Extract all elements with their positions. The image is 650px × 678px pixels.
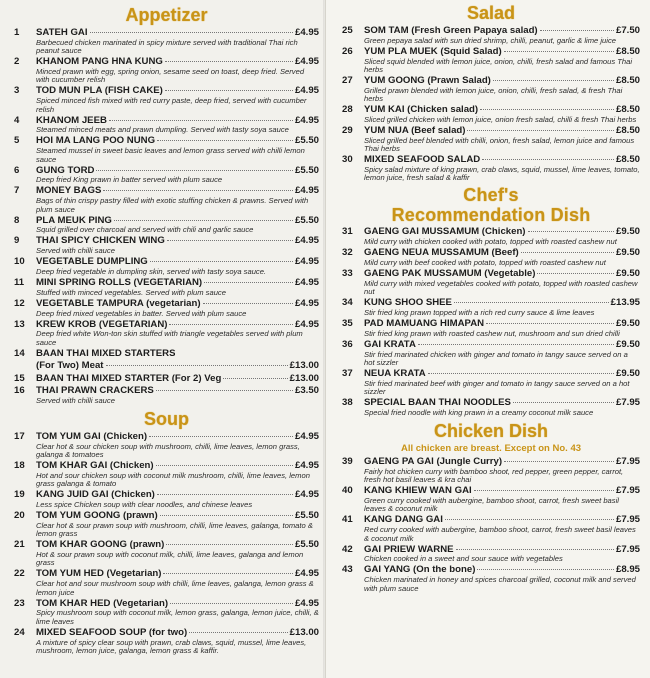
menu-item <box>14 461 319 489</box>
menu-item <box>14 299 319 318</box>
item-number: 6 <box>14 164 20 176</box>
item-number: 28 <box>342 104 353 116</box>
item-description: A mixture of spicy clear soup with prawn, crab claws, squid, mussel, lime leaves, mushroom, lemon juice, galanga, lemon grass & kaffir. <box>36 637 307 655</box>
menu-item <box>14 511 319 539</box>
menu-item <box>342 457 640 485</box>
item-number: 7 <box>14 185 20 197</box>
item-name: KHANOM JEEB <box>36 115 107 126</box>
item-description: Hot & sour prawn soup with coconut milk, chilli, lime leaves, galanga and lemon grass <box>36 549 304 568</box>
item-description: Deep fried mixed vegetables in batter. Served with plum sauce <box>36 308 247 318</box>
menu-item <box>14 136 319 164</box>
item-description: Deep fried King prawn in batter served with plum sauce <box>36 175 223 185</box>
dot-leader <box>456 549 614 550</box>
item-price: £7.95 <box>615 456 640 467</box>
dot-leader <box>467 130 614 131</box>
item-price: £4.95 <box>294 318 319 330</box>
menu-item <box>14 28 319 56</box>
item-name: MONEY BAGS <box>36 186 102 197</box>
item-name: THAI PRAWN CRACKERS <box>36 385 154 396</box>
item-name: TOM KHAR GOONG (prawn) <box>36 540 165 551</box>
item-name: YUM KAI (Chicken salad) <box>364 105 479 116</box>
item-price: £4.95 <box>294 256 319 268</box>
section-title: Chicken Dish <box>433 421 549 441</box>
item-name: GAI YANG (On the bone) <box>364 565 476 576</box>
item-price: £13.00 <box>289 372 319 384</box>
item-name: HOI MA LANG POO NUNG <box>36 136 156 147</box>
item-spacer <box>14 655 319 657</box>
item-name: YUM GOONG (Prawn Salad) <box>364 76 491 86</box>
item-price: £5.50 <box>294 214 319 226</box>
item-description: Stir fried marinated chicken with ginger and tomato in tangy sauce served on a hot sizzler <box>364 349 628 367</box>
item-number: 21 <box>14 539 25 551</box>
dot-leader <box>486 323 614 324</box>
menu-item <box>14 236 319 255</box>
item-name: TOM YUM GAI (Chicken) <box>36 431 148 442</box>
item-name: SATEH GAI <box>36 28 88 38</box>
menu-item <box>342 76 640 104</box>
dot-leader <box>528 231 614 232</box>
item-description: Deep fried vegetable in dumpling skin, served with tasty soya sauce. <box>36 267 267 276</box>
menu-item-row <box>14 432 319 443</box>
menu-item <box>14 278 319 297</box>
item-number: 18 <box>14 459 25 471</box>
item-price: £4.95 <box>294 235 319 247</box>
dot-leader <box>189 632 287 633</box>
item-number: 12 <box>14 297 25 309</box>
item-description: Stir fried king prawn topped with a rich red curry sauce & lime leaves <box>364 308 595 317</box>
menu-item <box>342 269 640 297</box>
dot-leader <box>418 344 614 345</box>
item-price: £13.00 <box>289 360 319 372</box>
item-price: £9.50 <box>615 318 640 329</box>
dot-leader <box>149 436 293 437</box>
item-description: Sliced grilled beef blended with chilli, onion, fresh salad, lemon juice and famous Thai herbs <box>364 135 635 154</box>
item-description: Hot and sour chicken soup with coconut milk mushroom, chilli, lime leaves, lemon grass galanga & tomato <box>36 470 310 489</box>
dot-leader <box>477 569 614 570</box>
item-name: KREW KROB (VEGETARIAN) <box>36 319 168 330</box>
dot-leader <box>103 190 293 191</box>
item-name: GAENG NEUA MUSSAMUM (Beef) <box>364 248 519 259</box>
menu-item <box>342 248 640 267</box>
item-number: 22 <box>14 568 25 580</box>
dot-leader <box>90 32 293 33</box>
item-name: KUNG SHOO SHEE <box>364 298 452 309</box>
menu-item <box>342 126 640 154</box>
item-description: Squid grilled over charcoal and served with chili and garlic sauce <box>36 225 254 235</box>
item-description: Stuffed with minced vegetables. Served with plum sauce <box>36 287 226 297</box>
menu-item-row <box>14 628 319 639</box>
item-price: £4.95 <box>294 597 319 609</box>
dot-leader <box>474 490 614 491</box>
item-number: 37 <box>342 368 353 379</box>
item-number: 20 <box>14 509 25 521</box>
item-description: Spicy salad mixture of king prawn, crab claws, squid, mussel, lime leaves, tomato, lemon juice, fresh salad & kaffir <box>364 165 640 183</box>
menu-item-row <box>14 299 319 310</box>
item-price: £4.95 <box>294 459 319 471</box>
section-note: All chicken are breast. Except on No. 43 <box>400 443 582 454</box>
item-number: 39 <box>342 456 353 467</box>
menu-item <box>14 57 319 85</box>
item-name: VEGETABLE DUMPLING <box>36 257 148 268</box>
item-price: £7.95 <box>615 543 640 555</box>
item-name: THAI SPICY CHICKEN WING <box>36 236 165 247</box>
item-description: Deep fried white Won-ton skin stuffed with triangle vegetables served with plum sauce <box>36 329 303 347</box>
dot-leader <box>504 51 614 52</box>
item-description: Less spice Chicken soup with clear noodles, and chinese leaves <box>36 499 253 509</box>
menu-item <box>342 155 640 183</box>
menu-item <box>342 398 640 417</box>
item-description: Chicken cooked in a sweet and sour sauce with vegetables <box>364 554 563 564</box>
dot-leader <box>165 61 293 62</box>
item-description: Bags of thin crispy pastry filled with exotic stuffing chicken & prawns. Served with plum sauce <box>36 196 309 214</box>
item-name: BAAN THAI MIXED STARTERS <box>36 348 176 359</box>
menu-item <box>14 216 319 235</box>
item-name: GAI PRIEW WARNE <box>364 544 454 555</box>
menu-item <box>342 227 640 246</box>
item-name: (For Two) Meat <box>36 361 104 372</box>
item-number: 42 <box>342 543 353 555</box>
item-name: YUM NUA (Beef salad) <box>364 126 466 136</box>
menu-item <box>342 105 640 124</box>
item-number: 35 <box>342 318 353 329</box>
item-number: 10 <box>14 256 25 268</box>
item-price: £13.00 <box>289 626 319 638</box>
item-price: £7.95 <box>615 485 640 497</box>
item-price: £8.50 <box>615 125 640 136</box>
item-price: £9.50 <box>615 338 640 350</box>
item-price: £4.95 <box>294 297 319 309</box>
item-price: £4.95 <box>294 185 319 197</box>
menu-item <box>342 369 640 397</box>
dot-leader <box>167 240 293 241</box>
item-description: Stir fried king prawn with roasted cashew nut, mushroom and sun dried chilli <box>364 328 620 338</box>
dot-leader <box>160 515 293 516</box>
menu-item <box>342 298 640 317</box>
item-number: 33 <box>342 268 353 279</box>
item-description: Steamed mussel in sweet basic leaves and lemon grass served with chilli lemon sauce <box>36 146 305 164</box>
menu-item <box>342 47 640 75</box>
item-description: Green pepaya salad with sun dried shrimp, chilli, peanut, garlic & lime juice <box>364 35 616 45</box>
item-number: 14 <box>14 347 25 359</box>
item-number: 29 <box>342 125 353 136</box>
item-name: MINI SPRING ROLLS (VEGETARIAN) <box>36 278 203 288</box>
item-description: Fairly hot chicken curry with bamboo shoot, red pepper, green pepper, carrot, fresh hot basil leaves & kra chai <box>364 466 624 485</box>
dot-leader <box>454 302 609 303</box>
item-description: Clear hot and sour mushroom soup with chilli, lime leaves, galanga, lemon grass & lemon juice <box>36 579 314 597</box>
menu-item <box>14 490 319 509</box>
item-description: Mild curry with mixed vegetables cooked with potato, topped with roasted cashew nut <box>364 278 638 297</box>
item-name: SOM TAM (Fresh Green Papaya salad) <box>364 26 538 36</box>
section-title: Salad <box>466 3 516 23</box>
item-description: Red curry cooked with aubergine, bamboo shoot, carrot, fresh sweet basil leaves & coconut milk <box>364 525 636 543</box>
dot-leader <box>493 80 614 81</box>
item-name: KANG KHIEW WAN GAI <box>364 486 472 497</box>
menu-column-right <box>325 0 650 678</box>
dot-leader <box>513 402 614 403</box>
menu-item <box>14 186 319 214</box>
item-number: 17 <box>14 430 25 442</box>
item-number: 9 <box>14 235 20 247</box>
dot-leader <box>156 390 293 391</box>
item-price: £8.50 <box>615 45 640 57</box>
item-description: Steamed minced meats and prawn dumpling. Served with tasty soya sauce <box>36 125 289 135</box>
dot-leader <box>157 140 293 141</box>
dot-leader <box>521 252 614 253</box>
dot-leader <box>109 120 293 121</box>
item-description: Mild curry with beef cooked with potato, topped with roasted cashew nut <box>364 258 606 267</box>
item-description: Spicy mushroom soup with coconut milk, lemon grass, galanga, lemon juice, chilli, & lime leaves <box>36 608 319 626</box>
item-price: £5.50 <box>294 164 319 176</box>
dot-leader <box>480 109 614 110</box>
menu-item <box>14 361 319 372</box>
item-name: GUNG TORD <box>36 165 95 176</box>
item-name: KANG JUID GAI (Chicken) <box>36 490 155 501</box>
item-name: MIXED SEAFOOD SALAD <box>364 155 481 166</box>
item-description: Served with chilli sauce <box>36 395 115 405</box>
dot-leader <box>537 273 614 274</box>
item-name: KHANOM PANG HNA KUNG <box>36 57 163 68</box>
item-price: £13.95 <box>610 297 640 309</box>
item-number: 23 <box>14 597 25 609</box>
menu-item <box>14 320 319 348</box>
item-name: VEGETABLE TAMPURA (vegetarian) <box>36 298 201 309</box>
menu-item <box>342 319 640 338</box>
item-price: £4.95 <box>294 114 319 126</box>
dot-leader <box>482 159 614 160</box>
item-number: 8 <box>14 214 20 226</box>
item-price: £9.50 <box>615 247 640 259</box>
item-price: £7.95 <box>615 397 640 409</box>
item-number: 11 <box>14 277 25 288</box>
menu-item-row <box>14 374 319 385</box>
item-name: BAAN THAI MIXED STARTER (For 2) Veg <box>36 373 222 384</box>
item-price: £9.50 <box>615 368 640 379</box>
item-price: £9.50 <box>615 268 640 279</box>
item-description: Sliced grilled chicken with lemon juice, onion fresh salad, chilli & fresh Thai herbs <box>364 115 637 124</box>
item-name: GAENG GAI MUSSAMUM (Chicken) <box>364 227 526 238</box>
item-name: NEUA KRATA <box>364 369 426 379</box>
menu-item <box>14 432 319 460</box>
item-price: £5.50 <box>294 539 319 551</box>
menu-item-row <box>342 47 640 58</box>
dot-leader <box>114 220 293 221</box>
dot-leader <box>96 170 293 171</box>
item-number: 25 <box>342 25 353 36</box>
item-description: Grilled prawn blended with lemon juice, onion, chilli, fresh salad, & fresh Thai herbs <box>364 85 623 104</box>
item-number: 40 <box>342 485 353 497</box>
menu-item <box>14 599 319 627</box>
menu-item <box>14 86 319 114</box>
dot-leader <box>163 573 293 574</box>
item-description: Served with chilli sauce <box>36 246 115 256</box>
item-number: 4 <box>14 114 20 126</box>
item-description: Clear hot & sour prawn soup with mushroom, chilli, lime leaves, galanga, tomato & lemon grass <box>36 520 313 539</box>
dot-leader <box>166 544 293 545</box>
item-description: Minced prawn with egg, spring onion, sesame seed on toast, deep fried. Served with cucumber relish <box>36 67 305 85</box>
item-price: £8.50 <box>615 154 640 166</box>
item-price: £4.95 <box>294 85 319 97</box>
item-description: Spiced minced fish mixed with red curry paste, deep fried, served with cucumber relish <box>36 96 307 114</box>
item-number: 5 <box>14 135 20 147</box>
menu-item <box>342 340 640 368</box>
item-number: 34 <box>342 297 353 309</box>
item-description: Mild curry with chicken cooked with potato, topped with roasted cashew nut <box>364 237 617 247</box>
section-title: Chef's <box>463 185 519 206</box>
item-number: 15 <box>14 372 25 384</box>
item-number: 41 <box>342 514 353 526</box>
item-number: 2 <box>14 56 20 68</box>
item-spacer <box>342 593 640 595</box>
dot-leader <box>156 465 293 466</box>
dot-leader <box>540 30 614 31</box>
item-name: TOM YUM HED (Vegetarian) <box>36 569 162 580</box>
dot-leader <box>428 373 614 374</box>
item-name: PLA MEUK PING <box>36 215 112 226</box>
menu-item-row <box>342 340 640 351</box>
item-name: TOM KHAR GAI (Chicken) <box>36 460 154 471</box>
item-price: £4.95 <box>294 27 319 38</box>
item-name: KANG DANG GAI <box>364 515 443 526</box>
item-number: 38 <box>342 397 353 409</box>
item-name: PAD MAMUANG HIMAPAN <box>364 319 485 329</box>
dot-leader <box>106 365 288 366</box>
item-number: 19 <box>14 489 25 501</box>
item-price: £8.50 <box>615 75 640 86</box>
item-name: GAI KRATA <box>364 339 416 350</box>
menu-item <box>14 166 319 185</box>
item-description: Green curry cooked with aubergine, bamboo shoot, carrot, fresh sweet basil leaves & coconut milk <box>364 496 619 514</box>
menu-item <box>14 349 319 360</box>
item-price: £3.50 <box>294 384 319 396</box>
item-description: Stir fried marinated beef with ginger and tomato in tangy sauce served on a hot sizzler <box>364 378 630 397</box>
menu-item-row <box>14 361 319 372</box>
item-price: £7.50 <box>615 25 640 36</box>
menu-item <box>342 26 640 45</box>
menu-item <box>14 628 319 656</box>
item-price: £5.50 <box>294 509 319 521</box>
dot-leader <box>150 261 293 262</box>
item-price: £4.95 <box>294 277 319 288</box>
item-number: 32 <box>342 247 353 259</box>
item-number: 1 <box>14 27 20 38</box>
item-description: Barbecued chicken marinated in spicy mixture served with traditional Thai rich peanut sauce <box>36 37 298 56</box>
item-description: Clear hot & sour chicken soup with mushroom, chilli, lime leaves, lemon grass, galanga & tomatoes <box>36 441 300 459</box>
section-title: Appetizer <box>125 5 208 25</box>
item-number: 43 <box>342 564 353 576</box>
item-number: 26 <box>342 45 353 57</box>
item-name: MIXED SEAFOOD SOUP (for two) <box>36 627 188 638</box>
item-price: £7.95 <box>615 514 640 526</box>
item-number: 30 <box>342 154 353 166</box>
dot-leader <box>165 90 293 91</box>
item-description: Special fried noodle with king prawn in a creamy coconut milk sauce <box>364 408 594 417</box>
item-description: Chicken marinated in honey and spices charcoal grilled, coconut milk and served with plum sauce <box>364 575 636 593</box>
item-name: SPECIAL BAAN THAI NOODLES <box>364 398 511 409</box>
item-number: 36 <box>342 338 353 350</box>
item-description: Sliced squid blended with lemon juice, onion, chilli, fresh salad and famous Thai herbs <box>364 56 633 74</box>
menu-item <box>342 565 640 593</box>
item-name: YUM PLA MUEK (Squid Salad) <box>364 46 502 57</box>
menu-item <box>342 545 640 564</box>
section-title: Soup <box>144 408 189 429</box>
section-title-line2: Recommendation Dish <box>391 205 591 226</box>
item-number: 31 <box>342 226 353 238</box>
dot-leader <box>157 494 293 495</box>
dot-leader <box>170 603 293 604</box>
item-number: 3 <box>14 85 20 97</box>
menu-item <box>14 386 319 405</box>
menu-item <box>342 515 640 543</box>
dot-leader <box>203 303 293 304</box>
dot-leader <box>504 461 614 462</box>
menu-item <box>342 486 640 514</box>
item-number: 27 <box>342 75 353 86</box>
item-price: £8.95 <box>615 564 640 576</box>
item-name: TOD MUN PLA (FISH CAKE) <box>36 86 163 97</box>
menu-item <box>14 116 319 135</box>
menu-item <box>14 540 319 568</box>
dot-leader <box>445 519 614 520</box>
item-price: £8.50 <box>615 104 640 116</box>
item-name: TOM KHAR HED (Vegetarian) <box>36 598 169 609</box>
item-number: 13 <box>14 318 25 330</box>
item-price: £4.95 <box>294 489 319 501</box>
item-name: GAENG PA GAI (Jungle Curry) <box>364 457 503 467</box>
menu-item-row <box>14 349 319 360</box>
menu-item <box>14 374 319 385</box>
dot-leader <box>169 324 293 325</box>
item-price: £4.95 <box>294 56 319 68</box>
item-name: TOM YUM GOONG (prawn) <box>36 510 158 521</box>
menu-item <box>14 569 319 597</box>
item-name: GAENG PAK MUSSAMUM (Vegetable) <box>364 269 536 279</box>
dot-leader <box>204 282 293 283</box>
item-price: £9.50 <box>615 226 640 238</box>
item-number: 16 <box>14 384 25 396</box>
menu-item <box>14 257 319 276</box>
item-price: £5.50 <box>294 135 319 147</box>
item-price: £4.95 <box>294 568 319 580</box>
item-price: £4.95 <box>294 430 319 442</box>
dot-leader <box>223 378 287 379</box>
item-number: 24 <box>14 626 25 638</box>
